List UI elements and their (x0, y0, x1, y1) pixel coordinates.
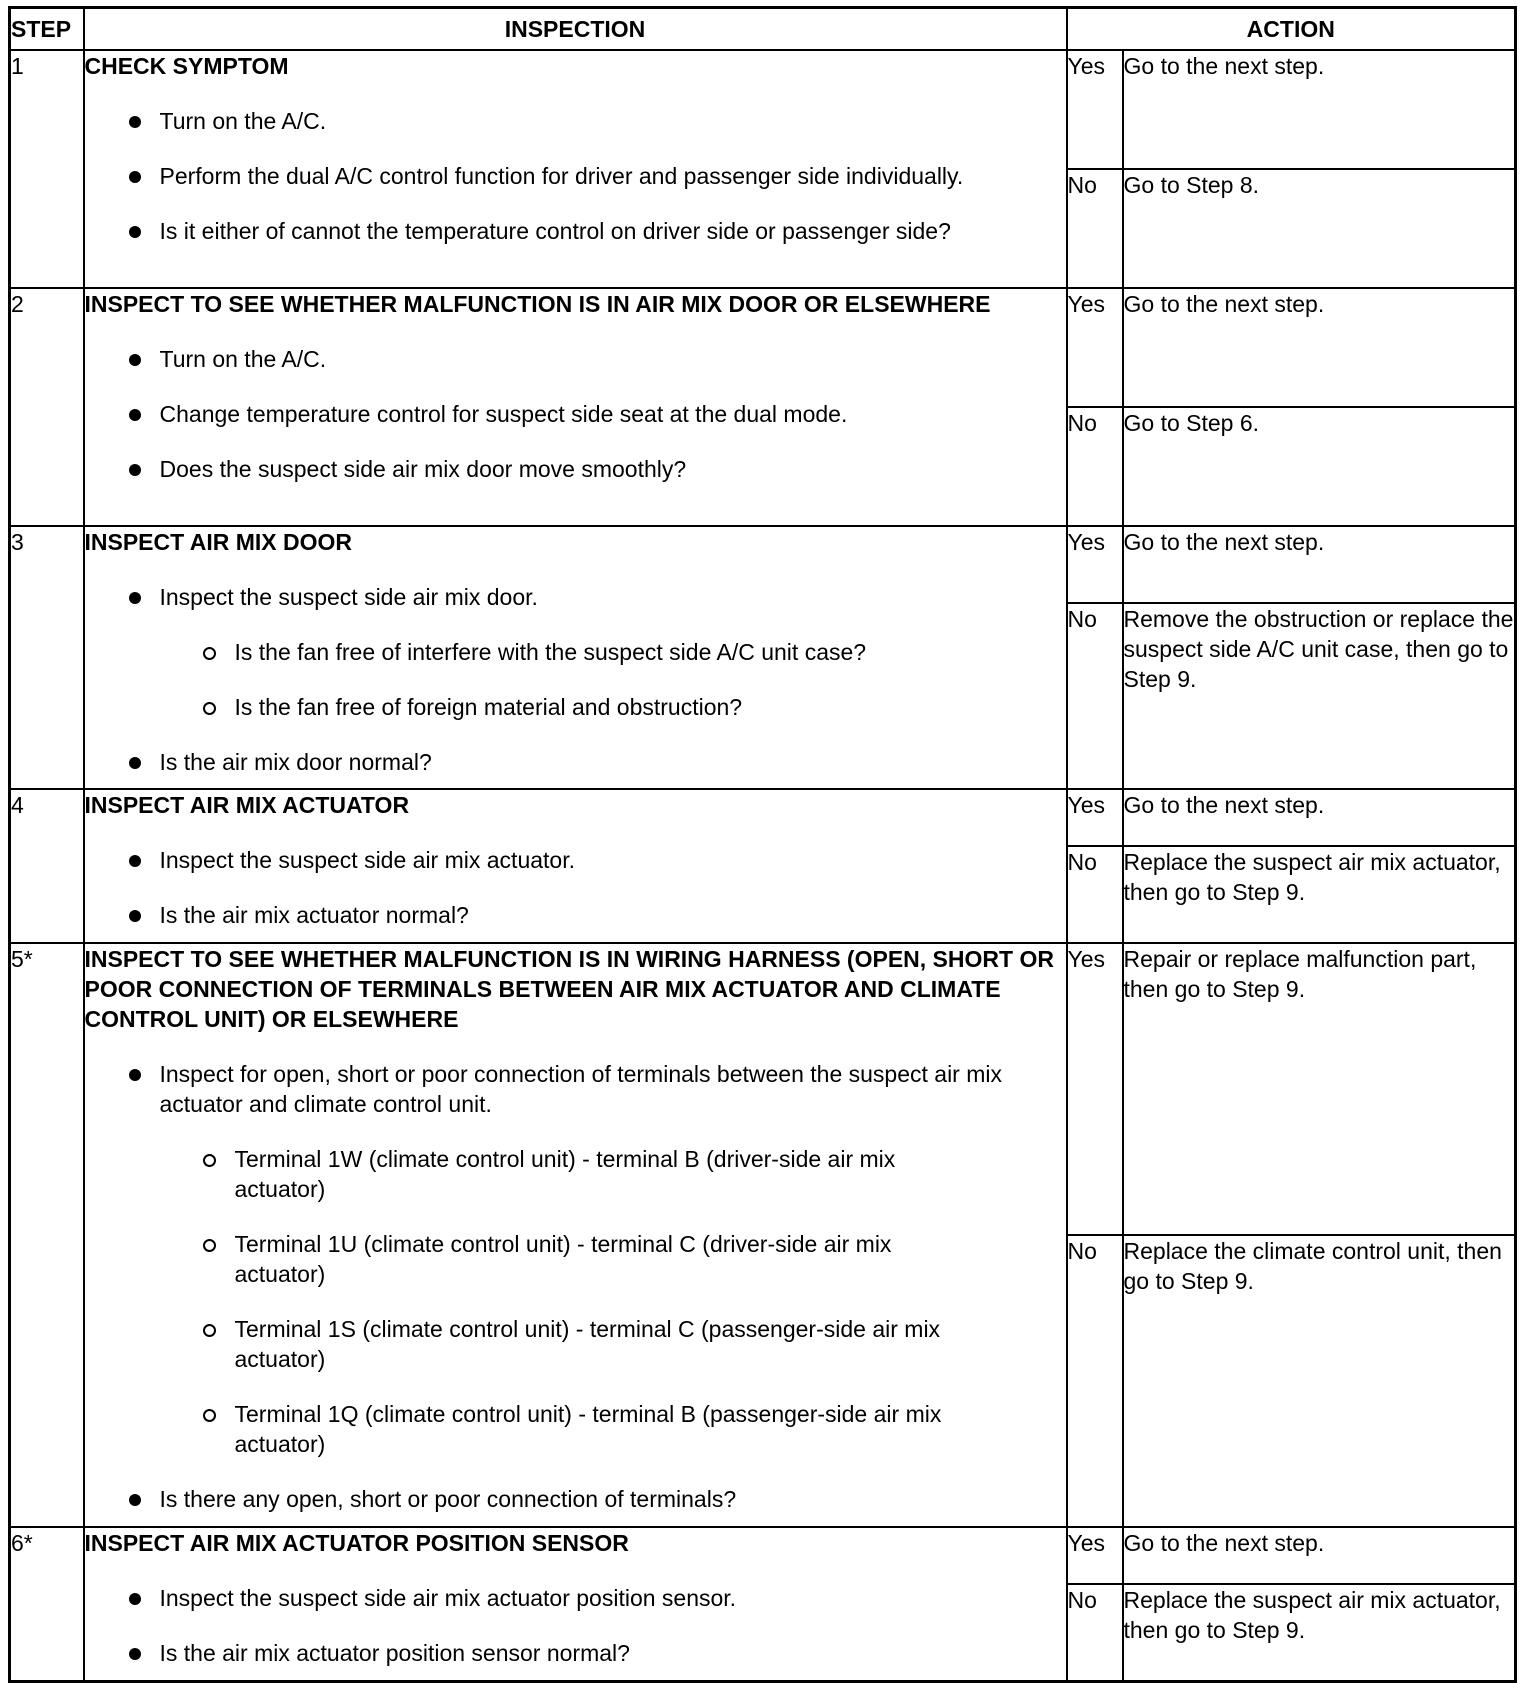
yes-action: Go to the next step. (1123, 789, 1516, 846)
no-label: No (1067, 169, 1123, 288)
step-title: CHECK SYMPTOM (84, 53, 289, 79)
step-title: INSPECT AIR MIX ACTUATOR (84, 792, 410, 818)
sub-bullet-item: Terminal 1W (climate control unit) - terminal B (driver-side air mix actuator) (85, 1144, 1066, 1204)
table-row (10, 1527, 1516, 1584)
bullet-item: Is the air mix door normal? (85, 747, 1066, 777)
step-number: 4 (10, 789, 84, 943)
step-title: INSPECT AIR MIX DOOR (84, 529, 352, 555)
inspection-cell (84, 526, 1067, 789)
bullet-item: Does the suspect side air mix door move smoothly? (85, 454, 1066, 484)
yes-label: Yes (1067, 288, 1123, 407)
sub-bullet-item: Terminal 1U (climate control unit) - terminal C (driver-side air mix actuator) (85, 1229, 1066, 1289)
inspection-table (8, 6, 1517, 1683)
bullet-item: Perform the dual A/C control function for driver and passenger side individually. (85, 161, 1066, 191)
sub-bullet-item: Is the fan free of foreign material and obstruction? (85, 692, 1066, 722)
table-row (10, 943, 1516, 1235)
table-row (10, 50, 1516, 169)
bullet-item: Turn on the A/C. (85, 344, 1066, 374)
no-label: No (1067, 603, 1123, 789)
header-inspection: INSPECTION (84, 8, 1067, 51)
bullet-item: Inspect the suspect side air mix door. (85, 582, 1066, 612)
step-number: 1 (10, 50, 84, 288)
bullet-item: Inspect for open, short or poor connection of terminals between the suspect air mix actuator and climate control unit. (85, 1059, 1066, 1119)
table-row (10, 789, 1516, 846)
bullet-item: Is the air mix actuator position sensor normal? (85, 1638, 1066, 1668)
no-action: Remove the obstruction or replace the suspect side A/C unit case, then go to Step 9. (1123, 603, 1516, 789)
yes-label: Yes (1067, 50, 1123, 169)
no-action: Replace the climate control unit, then go to Step 9. (1123, 1235, 1516, 1527)
sub-bullet-item: Terminal 1S (climate control unit) - terminal C (passenger-side air mix actuator) (85, 1314, 1066, 1374)
yes-label: Yes (1067, 526, 1123, 603)
inspection-cell (84, 943, 1067, 1527)
bullet-item: Change temperature control for suspect side seat at the dual mode. (85, 399, 1066, 429)
no-label: No (1067, 407, 1123, 526)
bullet-item: Is it either of cannot the temperature control on driver side or passenger side? (85, 216, 1066, 246)
step-title: INSPECT TO SEE WHETHER MALFUNCTION IS IN AIR MIX DOOR OR ELSEWHERE (84, 291, 991, 317)
bullet-item: Is the air mix actuator normal? (85, 900, 1066, 930)
header-row (10, 8, 1516, 51)
no-label: No (1067, 846, 1123, 943)
step-title: INSPECT AIR MIX ACTUATOR POSITION SENSOR (84, 1530, 629, 1556)
inspection-cell (84, 1527, 1067, 1681)
step-number: 6* (10, 1527, 84, 1681)
step-number: 5* (10, 943, 84, 1527)
header-step: STEP (10, 8, 84, 51)
no-label: No (1067, 1584, 1123, 1681)
no-action: Go to Step 6. (1123, 407, 1516, 526)
bullet-item: Turn on the A/C. (85, 106, 1066, 136)
yes-label: Yes (1067, 943, 1123, 1235)
inspection-cell (84, 288, 1067, 526)
step-number: 2 (10, 288, 84, 526)
step-title: INSPECT TO SEE WHETHER MALFUNCTION IS IN WIRING HARNESS (OPEN, SHORT OR POOR CONNECTION OF TERMINALS BETWEEN AIR MIX ACTUATOR AND CLIMATE CONTROL UNIT) OR ELSEWHERE (84, 946, 1054, 1032)
no-label: No (1067, 1235, 1123, 1527)
yes-action: Go to the next step. (1123, 288, 1516, 407)
yes-action: Go to the next step. (1123, 526, 1516, 603)
yes-label: Yes (1067, 1527, 1123, 1584)
header-action: ACTION (1067, 8, 1516, 51)
no-action: Replace the suspect air mix actuator, then go to Step 9. (1123, 846, 1516, 943)
yes-label: Yes (1067, 789, 1123, 846)
table-row (10, 288, 1516, 407)
no-action: Replace the suspect air mix actuator, then go to Step 9. (1123, 1584, 1516, 1681)
sub-bullet-item: Terminal 1Q (climate control unit) - terminal B (passenger-side air mix actuator) (85, 1399, 1066, 1459)
table-row (10, 526, 1516, 603)
bullet-item: Is there any open, short or poor connection of terminals? (85, 1484, 1066, 1514)
inspection-cell (84, 789, 1067, 943)
bullet-item: Inspect the suspect side air mix actuator. (85, 845, 1066, 875)
sub-bullet-item: Is the fan free of interfere with the suspect side A/C unit case? (85, 637, 1066, 667)
inspection-cell (84, 50, 1067, 288)
bullet-item: Inspect the suspect side air mix actuator position sensor. (85, 1583, 1066, 1613)
yes-action: Go to the next step. (1123, 50, 1516, 169)
yes-action: Go to the next step. (1123, 1527, 1516, 1584)
yes-action: Repair or replace malfunction part, then go to Step 9. (1123, 943, 1516, 1235)
step-number: 3 (10, 526, 84, 789)
no-action: Go to Step 8. (1123, 169, 1516, 288)
